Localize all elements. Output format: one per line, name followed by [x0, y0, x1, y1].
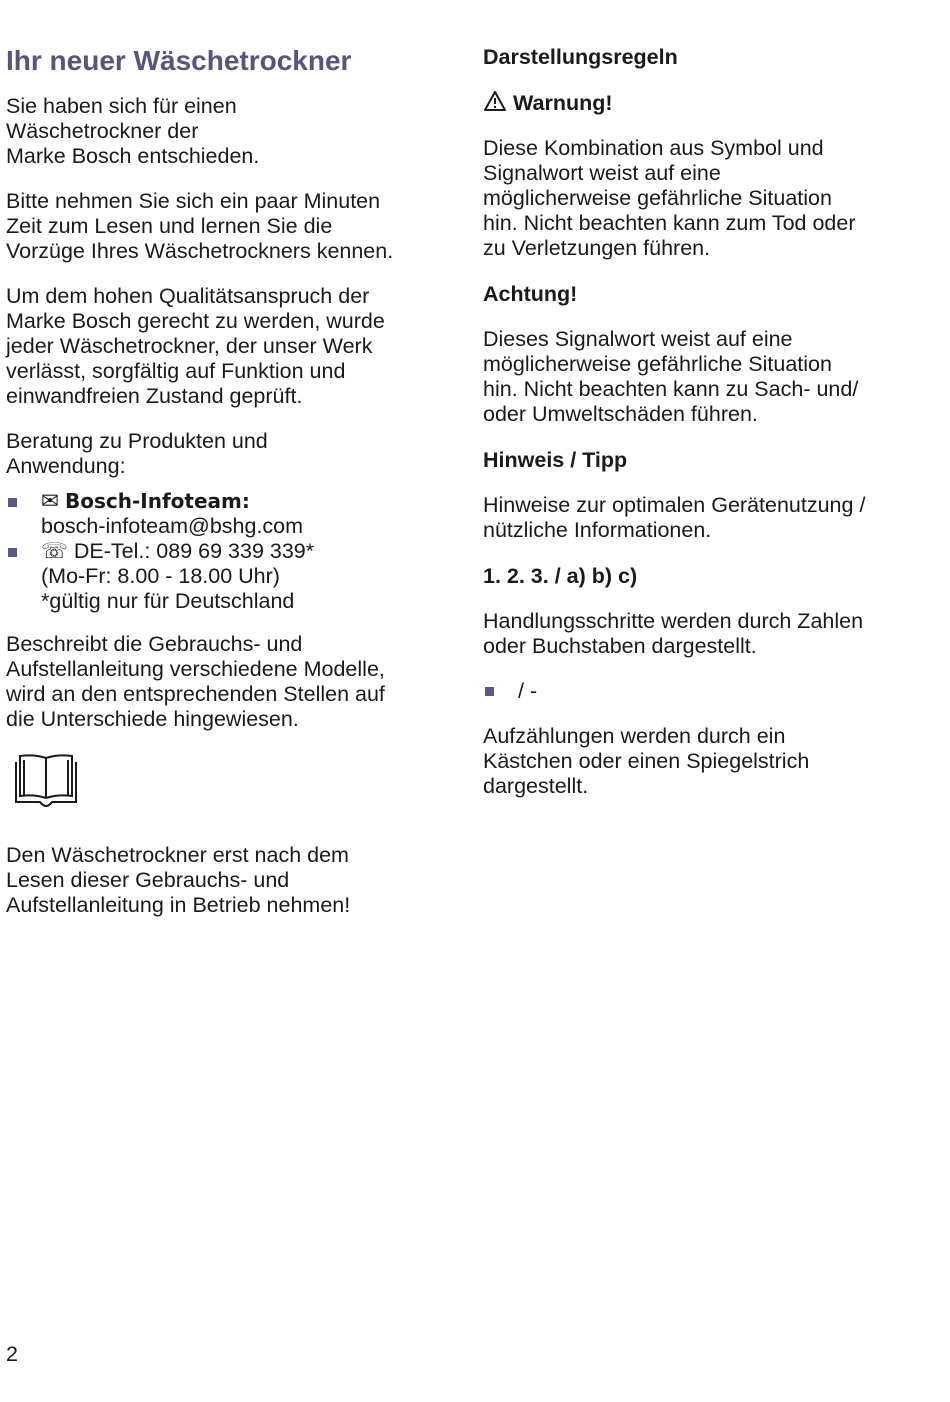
models-line: die Unterschiede hingewiesen.: [6, 707, 299, 731]
reading-line: Zeit zum Lesen und lernen Sie die: [6, 214, 333, 238]
bullet-square-icon: [8, 498, 17, 507]
steps-line: Handlungsschritte werden durch Zahlen: [483, 609, 864, 633]
caution-line: oder Umweltschäden führen.: [483, 402, 758, 426]
quality-paragraph: [6, 284, 446, 409]
hint-heading: Hinweis / Tipp: [483, 448, 628, 472]
models-line: Aufstellanleitung verschiedene Modelle,: [6, 657, 385, 681]
warning-label: Warnung!: [513, 91, 613, 115]
reading-line: Bitte nehmen Sie sich ein paar Minuten: [6, 189, 381, 213]
warning-line: Diese Kombination aus Symbol und: [483, 136, 824, 160]
page-title: Ihr neuer Wäschetrockner: [6, 45, 352, 76]
models-line: wird an den entsprechenden Stellen auf: [6, 682, 385, 706]
contact-email-item: [6, 489, 446, 539]
enumeration-symbols: [483, 679, 923, 704]
caution-line: hin. Nicht beachten kann zu Sach- und/: [483, 377, 859, 401]
warning-line: hin. Nicht beachten kann zum Tod oder: [483, 211, 856, 235]
models-paragraph: [6, 632, 446, 732]
caution-line: Dieses Signalwort weist auf eine: [483, 327, 793, 351]
hint-line: Hinweise zur optimalen Gerätenutzung /: [483, 493, 866, 517]
phone-number: DE-Tel.: 089 69 339 339*: [73, 539, 315, 563]
enumeration-line: Kästchen oder einen Spiegelstrich: [483, 749, 810, 773]
consulting-line: Beratung zu Produkten und: [6, 429, 268, 453]
read-first-line: Lesen dieser Gebrauchs- und: [6, 868, 290, 892]
validity-note: *gültig nur für Deutschland: [41, 589, 295, 613]
quality-line: verlässt, sorgfältig auf Funktion und: [6, 359, 346, 383]
warning-text: [483, 136, 923, 261]
conventions-heading: Darstellungsregeln: [483, 45, 678, 69]
warning-triangle-icon: [483, 90, 507, 112]
warning-line: zu Verletzungen führen.: [483, 236, 711, 260]
enumeration-line: dargestellt.: [483, 774, 589, 798]
caution-heading: Achtung!: [483, 282, 578, 306]
warning-heading: [483, 90, 923, 116]
caution-text: [483, 327, 923, 427]
reading-paragraph: [6, 189, 446, 264]
contact-list: [6, 489, 446, 614]
consulting-paragraph: [6, 429, 446, 479]
enumeration-text: [483, 724, 923, 799]
enumeration-symbols-label: / -: [518, 679, 538, 703]
steps-text: [483, 609, 923, 659]
read-first-paragraph: [6, 843, 446, 918]
bullet-square-icon: [8, 548, 17, 557]
intro-line: Marke Bosch entschieden.: [6, 144, 260, 168]
warning-line: Signalwort weist auf eine: [483, 161, 721, 185]
email-link[interactable]: bosch-infoteam@bshg.com: [41, 514, 304, 538]
steps-heading: 1. 2. 3. / a) b) c): [483, 564, 638, 588]
read-first-line: Den Wäschetrockner erst nach dem: [6, 843, 349, 867]
intro-paragraph: [6, 94, 446, 169]
quality-line: Marke Bosch gerecht zu werden, wurde: [6, 309, 385, 333]
reading-line: Vorzüge Ihres Wäschetrockners kennen.: [6, 239, 394, 263]
page-number: 2: [6, 1342, 18, 1366]
enumeration-line: Aufzählungen werden durch ein: [483, 724, 786, 748]
steps-line: oder Buchstaben dargestellt.: [483, 634, 757, 658]
phone-icon: ☏: [41, 539, 68, 563]
models-line: Beschreibt die Gebrauchs- und: [6, 632, 303, 656]
intro-line: Wäschetrockner der: [6, 119, 199, 143]
left-column: [6, 44, 446, 938]
warning-line: möglicherweise gefährliche Situation: [483, 186, 832, 210]
hint-line: nützliche Informationen.: [483, 518, 712, 542]
mail-icon: ✉: [41, 489, 60, 513]
bullet-square-icon: [485, 687, 494, 696]
read-first-line: Aufstellanleitung in Betrieb nehmen!: [6, 893, 351, 917]
contact-phone-item: [6, 539, 446, 614]
service-hours: (Mo-Fr: 8.00 - 18.00 Uhr): [41, 564, 280, 588]
caution-line: möglicherweise gefährliche Situation: [483, 352, 832, 376]
quality-line: Um dem hohen Qualitätsanspruch der: [6, 284, 370, 308]
hint-text: [483, 493, 923, 543]
right-column: [483, 44, 923, 819]
consulting-line: Anwendung:: [6, 454, 126, 478]
infoteam-label: Bosch-Infoteam:: [65, 489, 250, 513]
quality-line: einwandfreien Zustand geprüft.: [6, 384, 303, 408]
open-book-icon: [10, 752, 82, 808]
intro-line: Sie haben sich für einen: [6, 94, 237, 118]
quality-line: jeder Wäschetrockner, der unser Werk: [6, 334, 373, 358]
